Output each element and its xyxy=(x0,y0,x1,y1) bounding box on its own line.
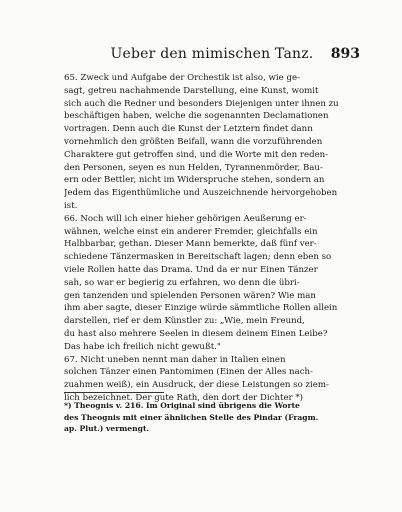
text-line: zuahmen weiß), ein Ausdruck, der diese Leistungen so ziem- xyxy=(64,380,329,391)
text-line: gen tanzenden und spielenden Personen wären? Wie man xyxy=(64,290,316,301)
paragraph-67 xyxy=(64,354,360,405)
text-line: wähnen, welche einst ein anderer Fremder, gleichfalls ein xyxy=(64,226,318,237)
text-line: darstellen, rief er dem Künstler zu: „Wie, mein Freund, xyxy=(64,316,305,327)
text-line: du hast also mehrere Seelen in diesem deinem Einen Leibe? xyxy=(64,328,328,339)
text-line: beschäftigen haben, welche die sogenannten Declamationen xyxy=(64,111,329,122)
main-text xyxy=(64,72,360,405)
footnote-line: des Theognis mit einer ähnlichen Stelle des Pindar (Fragm. xyxy=(64,412,319,422)
running-header xyxy=(64,46,360,66)
paragraph-65 xyxy=(64,72,360,213)
page-number: 893 xyxy=(330,46,360,62)
text-line: ihm aber sagte, dieser Einzige würde sämmtliche Rollen allein xyxy=(64,303,338,314)
text-line: ern oder Bettler, nicht im Widerspruche stehen, sondern an xyxy=(64,175,325,186)
running-title: Ueber den mimischen Tanz. xyxy=(110,46,314,62)
text-line: lich bezeichnet. Der gute Rath, den dort der Dichter *) xyxy=(64,392,304,403)
paragraph-66 xyxy=(64,213,360,354)
text-line: 66. Noch will ich einer hieher gehörigen Aeußerung er- xyxy=(64,213,307,224)
footnote-divider xyxy=(64,392,164,393)
footnote xyxy=(64,400,360,435)
text-line: Charaktere gut getroffen sind, und die Worte mit den reden- xyxy=(64,149,329,160)
text-line: Halbbarbar, gethan. Dieser Mann bemerkte, daß fünf ver- xyxy=(64,239,317,250)
text-line: viele Rollen hatte das Drama. Und da er nur Einen Tänzer xyxy=(64,264,318,275)
text-line: 65. Zweck und Aufgabe der Orchestik ist also, wie ge- xyxy=(64,73,300,83)
text-line: solchen Tänzer einen Pantomimen (Einen der Alles nach- xyxy=(64,367,313,378)
text-line: Jedem das Eigenthümliche und Auszeichnende hervorgehoben xyxy=(64,188,338,199)
text-line: schiedene Tänzermasken in Bereitschaft lagen; denn eben so xyxy=(64,252,332,263)
text-line: sagt, getreu nachahmende Darstellung, eine Kunst, womit xyxy=(64,85,319,96)
footnote-line: *) Theognis v. 216. Im Original sind übrigens die Worte xyxy=(64,401,300,410)
text-line: Das habe ich freilich nicht gewußt." xyxy=(64,341,221,352)
text-line: sah, so war er begierig zu erfahren, wo denn die übri- xyxy=(64,277,300,288)
text-line: ist. xyxy=(64,200,78,211)
text-line: vornehmlich den größten Beifall, wann die vorzuführenden xyxy=(64,136,323,147)
footnote-line: ap. Plut.) vermengt. xyxy=(64,424,150,433)
text-line: den Personen, seyen es nun Helden, Tyrannenmörder, Bau- xyxy=(64,162,323,173)
text-line: vortragen. Denn auch die Kunst der Letztern findet dann xyxy=(64,124,313,135)
text-line: sich auch die Redner und besonders Diejenigen unter ihnen zu xyxy=(64,98,339,109)
text-line: 67. Nicht uneben nennt man daher in Italien einen xyxy=(64,354,286,365)
